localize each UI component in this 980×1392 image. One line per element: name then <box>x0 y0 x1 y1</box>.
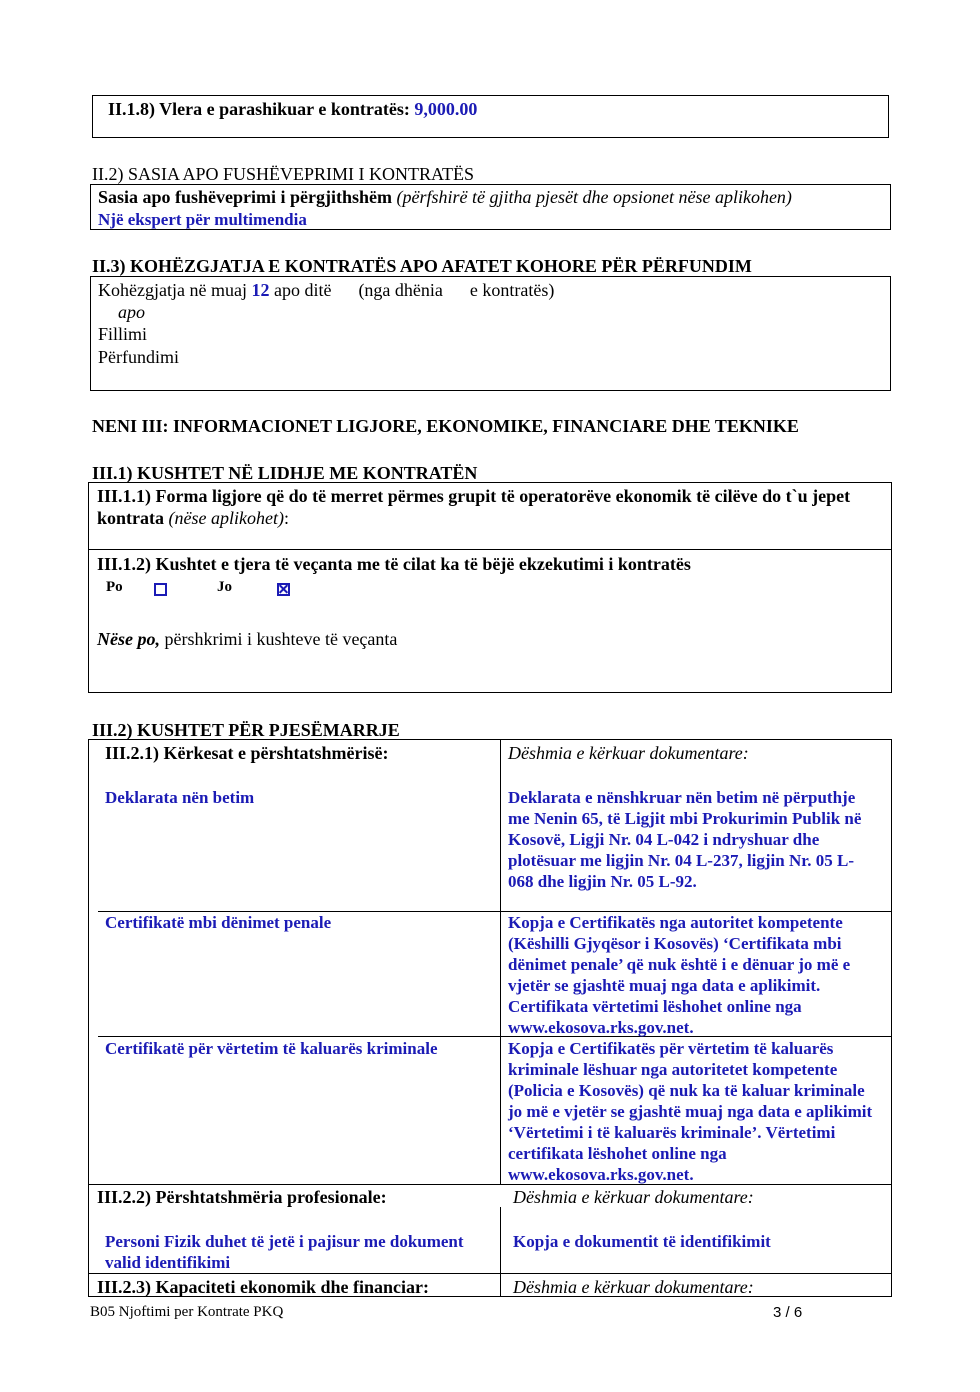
section-iii1-heading: III.1) KUSHTET NË LIDHJE ME KONTRATËN <box>92 463 478 483</box>
req-right-criminal-record: Kopja e Certifikatës për vërtetim të kaluarës kriminale lëshuar nga autoritetet kompetente (Policia e Kosovës) që nuk ka të kaluar kriminale jo më e vjetër se gjashtë muaj nga data e aplikimit ‘Vërtetimi i të kaluarës kriminale’. Vërtetimi certifikata lëshohet online nga www.ekosova.rks.gov.net. <box>508 1039 873 1184</box>
special-conditions-label: III.1.2) Kushtet e tjera të veçanta me të cilat ka të bëjë ekzekutimi i kontratës <box>97 554 691 574</box>
row-divider <box>88 1273 892 1274</box>
yes-option[interactable] <box>106 579 123 596</box>
req-left-oath: Deklarata nën betim <box>105 788 255 807</box>
duration-line <box>98 279 554 301</box>
start-label: Fillimi <box>98 324 148 344</box>
yes-label: Po <box>106 579 123 595</box>
if-yes-line <box>97 628 397 650</box>
legal-form-label: III.1.1) Forma ligjore që do të merret përmes grupit të operatorëve ekonomik të cilëve do t`u jepet kontrata <box>97 486 851 528</box>
scope-line <box>98 186 792 208</box>
scope-label: Sasia apo fushëveprimi i përgjithshëm <box>98 187 393 207</box>
no-option[interactable] <box>217 579 232 596</box>
column-divider <box>500 1207 501 1297</box>
section-ii2-heading: II.2) SASIA APO FUSHËVEPRIMI I KONTRATËS <box>92 164 475 184</box>
professional-left: Personi Fizik duhet të jetë i pajisur me dokument valid identifikimi <box>105 1232 464 1272</box>
financial-heading: III.2.3) Kapaciteti ekonomik dhe financiar: <box>97 1277 430 1297</box>
req-right-criminal-cert: Kopja e Certifikatës nga autoritet kompetente (Këshilli Gjyqësor i Kosovës) ‘Certifikata mbi dënimet penale’ që nuk është i e dënuar jo më e vjetër se gjashtë muaj nga data e aplikimit. Certifikata vërtetimi lëshohet online nga www.ekosova.rks.gov.net. <box>508 913 851 1037</box>
no-label: Jo <box>217 579 232 595</box>
article-iii-title: NENI III: INFORMACIONET LIGJORE, EKONOMIKE, FINANCIARE DHE TEKNIKE <box>92 416 799 436</box>
duration-months-value: 12 <box>251 280 270 300</box>
column-divider <box>500 739 501 1184</box>
duration-note: (nga dhënia e kontratës) <box>358 280 555 300</box>
req-left-criminal-record: Certifikatë për vërtetim të kaluarës kriminale <box>105 1039 438 1058</box>
scope-note: (përfshirë të gjitha pjesët dhe opsionet nëse aplikohen) <box>396 187 792 207</box>
if-yes-label: Nëse po, <box>97 629 160 649</box>
duration-months-label: Kohëzgjatja në muaj <box>98 280 247 300</box>
eligibility-heading: III.2.1) Kërkesat e përshtatshmërisë: <box>105 743 389 763</box>
req-right-oath: Deklarata e nënshkruar nën betim në përputhje me Nenin 65, të Ligjit mbi Prokurimin Publik në Kosovë, Ligji Nr. 04 L-042 i ndryshuar dhe plotësuar me ligjin Nr. 04 L-237, ligjin Nr. 05 L-068 dhe ligjin Nr. 05 L-92. <box>508 788 862 891</box>
page-number: 3 / 6 <box>773 1304 803 1321</box>
duration-days-label: apo ditë <box>273 280 332 300</box>
professional-heading: III.2.2) Përshtatshmëria profesionale: <box>97 1187 387 1207</box>
if-yes-description: përshkrimi i kushteve të veçanta <box>164 629 398 649</box>
footer-doc-name: B05 Njoftimi per Kontrate PKQ <box>90 1304 284 1320</box>
contract-value: 9,000.00 <box>414 99 478 119</box>
doc-evidence-label-3: Dëshmia e kërkuar dokumentare: <box>513 1277 754 1297</box>
section-ii3-heading: II.3) KOHËZGJATJA E KONTRATËS APO AFATET KOHORE PËR PËRFUNDIM <box>92 256 752 276</box>
duration-or: apo <box>118 302 145 322</box>
yes-checkbox[interactable] <box>154 583 167 596</box>
legal-form-text <box>97 485 887 529</box>
divider <box>88 549 892 550</box>
legal-form-colon: : <box>283 508 289 528</box>
professional-right: Kopja e dokumentit të identifikimit <box>513 1232 771 1251</box>
section-iii2-heading: III.2) KUSHTET PËR PJESËMARRJE <box>92 720 400 740</box>
scope-value: Një ekspert për multimendia <box>98 210 307 229</box>
contract-value-line <box>108 98 477 120</box>
req-left-criminal-cert: Certifikatë mbi dënimet penale <box>105 913 332 932</box>
end-label: Përfundimi <box>98 347 179 367</box>
doc-evidence-label: Dëshmia e kërkuar dokumentare: <box>508 743 749 763</box>
doc-evidence-label-2: Dëshmia e kërkuar dokumentare: <box>513 1187 754 1207</box>
no-checkbox[interactable] <box>277 583 290 596</box>
contract-value-label: II.1.8) Vlera e parashikuar e kontratës: <box>108 99 410 119</box>
legal-form-note: (nëse aplikohet) <box>168 508 284 528</box>
